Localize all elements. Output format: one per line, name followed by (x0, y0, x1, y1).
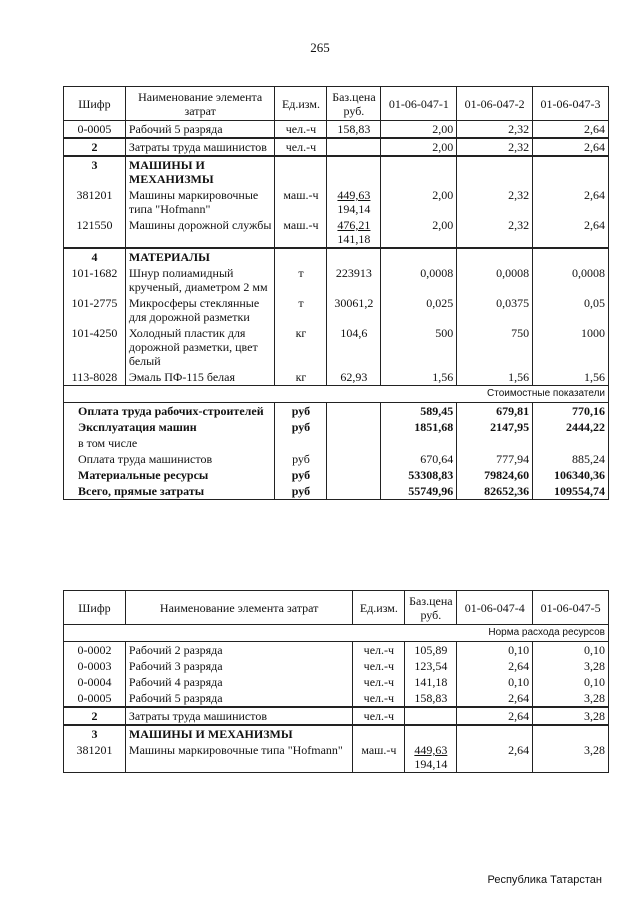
summary-row (64, 483, 609, 500)
cell-unit: кг (275, 325, 327, 369)
cell-unit: маш.-ч (275, 187, 327, 217)
header-col-5: 01-06-047-5 (533, 591, 609, 625)
cell-code: 381201 (64, 187, 126, 217)
cell-value: 0,10 (533, 674, 609, 690)
cell-name: Рабочий 2 разряда (125, 642, 352, 659)
cell-value: 2,64 (457, 690, 533, 707)
cell-value: 2,32 (457, 217, 533, 248)
cell-value (457, 248, 533, 265)
header-col-3: 01-06-047-3 (533, 87, 609, 121)
summary-unit: руб (275, 467, 327, 483)
cell-name: Микросферы стеклянные для дорожной разметки (125, 295, 275, 325)
cell-unit: маш.-ч (275, 217, 327, 248)
table-header-row (64, 591, 609, 625)
cell-price (327, 156, 381, 187)
summary-label: Оплата труда машинистов (64, 451, 275, 467)
table-row (64, 138, 609, 156)
cell-name: Машины маркировочные типа "Hofmann" (125, 187, 275, 217)
header-price: Баз.цена руб. (405, 591, 457, 625)
header-name: Наименование элемента затрат (125, 87, 275, 121)
cell-value: 2,64 (533, 138, 609, 156)
cell-value: 2,00 (381, 138, 457, 156)
cell-name: Машины дорожной службы (125, 217, 275, 248)
cell-price (327, 138, 381, 156)
cell-price (405, 707, 457, 725)
summary-value: 770,16 (533, 403, 609, 420)
summary-value: 79824,60 (457, 467, 533, 483)
cost-indicators-label: Стоимостные показатели (64, 386, 609, 403)
cell-unit: чел.-ч (353, 707, 405, 725)
summary-empty (327, 483, 381, 500)
cell-name: Эмаль ПФ-115 белая (125, 369, 275, 386)
table-row (64, 742, 609, 773)
cell-price: 104,6 (327, 325, 381, 369)
cell-value: 0,025 (381, 295, 457, 325)
price-wage: 194,14 (414, 757, 448, 771)
summary-value: 777,94 (457, 451, 533, 467)
table-row (64, 265, 609, 295)
cell-code: 0-0005 (64, 690, 126, 707)
cell-name: Рабочий 3 разряда (125, 658, 352, 674)
summary-empty (327, 419, 381, 435)
summary-label: Оплата труда рабочих-строителей (64, 403, 275, 420)
cell-unit: т (275, 265, 327, 295)
header-unit: Ед.изм. (275, 87, 327, 121)
cell-value (457, 156, 533, 187)
summary-value: 53308,83 (381, 467, 457, 483)
summary-row (64, 451, 609, 467)
cell-value: 3,28 (533, 690, 609, 707)
header-code: Шифр (64, 87, 126, 121)
cell-value: 0,0008 (533, 265, 609, 295)
section-heading-row (64, 156, 609, 187)
cell-unit (275, 156, 327, 187)
cell-value: 0,0008 (381, 265, 457, 295)
header-name: Наименование элемента затрат (125, 591, 352, 625)
cell-price (405, 725, 457, 742)
cell-name: Затраты труда машинистов (125, 707, 352, 725)
summary-value: 2147,95 (457, 419, 533, 435)
cell-value: 2,00 (381, 121, 457, 139)
cell-code: 0-0004 (64, 674, 126, 690)
cell-price: 158,83 (405, 690, 457, 707)
cell-name: Рабочий 5 разряда (125, 121, 275, 139)
cell-unit (353, 725, 405, 742)
summary-unit: руб (275, 403, 327, 420)
header-col-4: 01-06-047-4 (457, 591, 533, 625)
cell-price: 223913 (327, 265, 381, 295)
cell-code: 2 (64, 707, 126, 725)
cell-price (327, 248, 381, 265)
cell-value: 2,32 (457, 138, 533, 156)
summary-value: 82652,36 (457, 483, 533, 500)
cell-unit: т (275, 295, 327, 325)
price-main: 449,63 (337, 188, 371, 202)
cell-value: 1,56 (533, 369, 609, 386)
header-col-1: 01-06-047-1 (381, 87, 457, 121)
summary-row (64, 403, 609, 420)
cell-unit: чел.-ч (275, 138, 327, 156)
summary-unit: руб (275, 483, 327, 500)
summary-value: 109554,74 (533, 483, 609, 500)
cell-code: 0-0005 (64, 121, 126, 139)
summary-value: 885,24 (533, 451, 609, 467)
cell-value: 1,56 (381, 369, 457, 386)
cell-value: 3,28 (533, 658, 609, 674)
price-main: 449,63 (414, 743, 448, 757)
cell-code: 381201 (64, 742, 126, 773)
cell-code: 0-0003 (64, 658, 126, 674)
cell-value: 0,10 (457, 674, 533, 690)
table-row (64, 295, 609, 325)
summary-empty (327, 435, 381, 451)
header-col-2: 01-06-047-2 (457, 87, 533, 121)
cell-value: 2,64 (533, 187, 609, 217)
table-header-row (64, 87, 609, 121)
table-row (64, 121, 609, 139)
summary-label: в том числе (64, 435, 275, 451)
cell-value: 2,64 (457, 707, 533, 725)
cell-code: 3 (64, 156, 126, 187)
summary-unit: руб (275, 451, 327, 467)
header-code: Шифр (64, 591, 126, 625)
summary-label: Эксплуатация машин (64, 419, 275, 435)
section-heading-row (64, 725, 609, 742)
section-heading-row (64, 248, 609, 265)
cell-value: 500 (381, 325, 457, 369)
summary-unit: руб (275, 419, 327, 435)
cell-price (327, 217, 381, 248)
norm-label: Норма расхода ресурсов (64, 625, 609, 642)
summary-value (381, 435, 457, 451)
cell-unit (275, 248, 327, 265)
table-row (64, 642, 609, 659)
cell-value (533, 725, 609, 742)
cell-price (327, 187, 381, 217)
cell-value (381, 156, 457, 187)
cell-price (405, 742, 457, 773)
table-row (64, 658, 609, 674)
cost-indicators-row (64, 386, 609, 403)
cell-price: 105,89 (405, 642, 457, 659)
cell-name: МАШИНЫ И МЕХАНИЗМЫ (125, 725, 352, 742)
cell-unit: чел.-ч (353, 690, 405, 707)
cell-name: Холодный пластик для дорожной разметки, цвет белый (125, 325, 275, 369)
summary-value: 106340,36 (533, 467, 609, 483)
cell-name: МАШИНЫ И МЕХАНИЗМЫ (125, 156, 275, 187)
summary-value: 679,81 (457, 403, 533, 420)
cell-code: 101-2775 (64, 295, 126, 325)
cell-name: Машины маркировочные типа "Hofmann" (125, 742, 352, 773)
cell-value: 2,64 (533, 217, 609, 248)
cell-code: 4 (64, 248, 126, 265)
cell-code: 121550 (64, 217, 126, 248)
resource-table-2 (63, 590, 609, 773)
summary-value: 589,45 (381, 403, 457, 420)
summary-value: 55749,96 (381, 483, 457, 500)
summary-label: Материальные ресурсы (64, 467, 275, 483)
cell-value (457, 725, 533, 742)
cell-value: 1000 (533, 325, 609, 369)
cell-unit: чел.-ч (353, 658, 405, 674)
table-row (64, 217, 609, 248)
cell-price: 62,93 (327, 369, 381, 386)
cell-code: 113-8028 (64, 369, 126, 386)
summary-value: 670,64 (381, 451, 457, 467)
cell-value: 2,32 (457, 187, 533, 217)
summary-row (64, 435, 609, 451)
cell-value: 0,10 (457, 642, 533, 659)
page-number: 265 (310, 40, 330, 55)
cell-unit: кг (275, 369, 327, 386)
cell-value (381, 248, 457, 265)
cell-value: 2,64 (457, 658, 533, 674)
cell-value: 0,05 (533, 295, 609, 325)
cell-value: 2,64 (457, 742, 533, 773)
header-price: Баз.цена руб. (327, 87, 381, 121)
cell-value: 2,00 (381, 187, 457, 217)
summary-empty (327, 403, 381, 420)
cell-price: 30061,2 (327, 295, 381, 325)
cell-name: Затраты труда машинистов (125, 138, 275, 156)
summary-label: Всего, прямые затраты (64, 483, 275, 500)
cell-value: 1,56 (457, 369, 533, 386)
cell-code: 2 (64, 138, 126, 156)
cell-name: МАТЕРИАЛЫ (125, 248, 275, 265)
cell-value: 2,32 (457, 121, 533, 139)
summary-value (457, 435, 533, 451)
cell-name: Шнур полиамидный крученый, диаметром 2 мм (125, 265, 275, 295)
summary-value: 1851,68 (381, 419, 457, 435)
summary-value: 2444,22 (533, 419, 609, 435)
price-wage: 141,18 (337, 232, 371, 246)
cell-value: 0,0008 (457, 265, 533, 295)
cell-unit: чел.-ч (353, 674, 405, 690)
resource-table-1 (63, 86, 609, 500)
table-row (64, 325, 609, 369)
cell-code: 101-1682 (64, 265, 126, 295)
table-row (64, 690, 609, 707)
cell-value (533, 156, 609, 187)
table-row (64, 369, 609, 386)
cell-value (533, 248, 609, 265)
cell-value: 3,28 (533, 742, 609, 773)
cell-value: 2,00 (381, 217, 457, 248)
cell-value: 750 (457, 325, 533, 369)
cell-code: 101-4250 (64, 325, 126, 369)
cell-unit: чел.-ч (275, 121, 327, 139)
summary-row (64, 467, 609, 483)
table-row (64, 707, 609, 725)
cell-code: 3 (64, 725, 126, 742)
summary-value (533, 435, 609, 451)
cell-price: 123,54 (405, 658, 457, 674)
header-unit: Ед.изм. (353, 591, 405, 625)
price-main: 476,21 (337, 218, 371, 232)
cell-code: 0-0002 (64, 642, 126, 659)
table-row (64, 674, 609, 690)
summary-empty (327, 467, 381, 483)
cell-price: 141,18 (405, 674, 457, 690)
footer-region: Республика Татарстан (487, 874, 602, 886)
norm-label-row (64, 625, 609, 642)
cell-unit: маш.-ч (353, 742, 405, 773)
price-wage: 194,14 (337, 202, 371, 216)
cell-unit: чел.-ч (353, 642, 405, 659)
cell-value: 3,28 (533, 707, 609, 725)
summary-row (64, 419, 609, 435)
summary-empty (327, 451, 381, 467)
table-row (64, 187, 609, 217)
cell-name: Рабочий 4 разряда (125, 674, 352, 690)
cell-price: 158,83 (327, 121, 381, 139)
cell-value: 0,10 (533, 642, 609, 659)
cell-value: 0,0375 (457, 295, 533, 325)
cell-value: 2,64 (533, 121, 609, 139)
summary-unit (275, 435, 327, 451)
cell-name: Рабочий 5 разряда (125, 690, 352, 707)
